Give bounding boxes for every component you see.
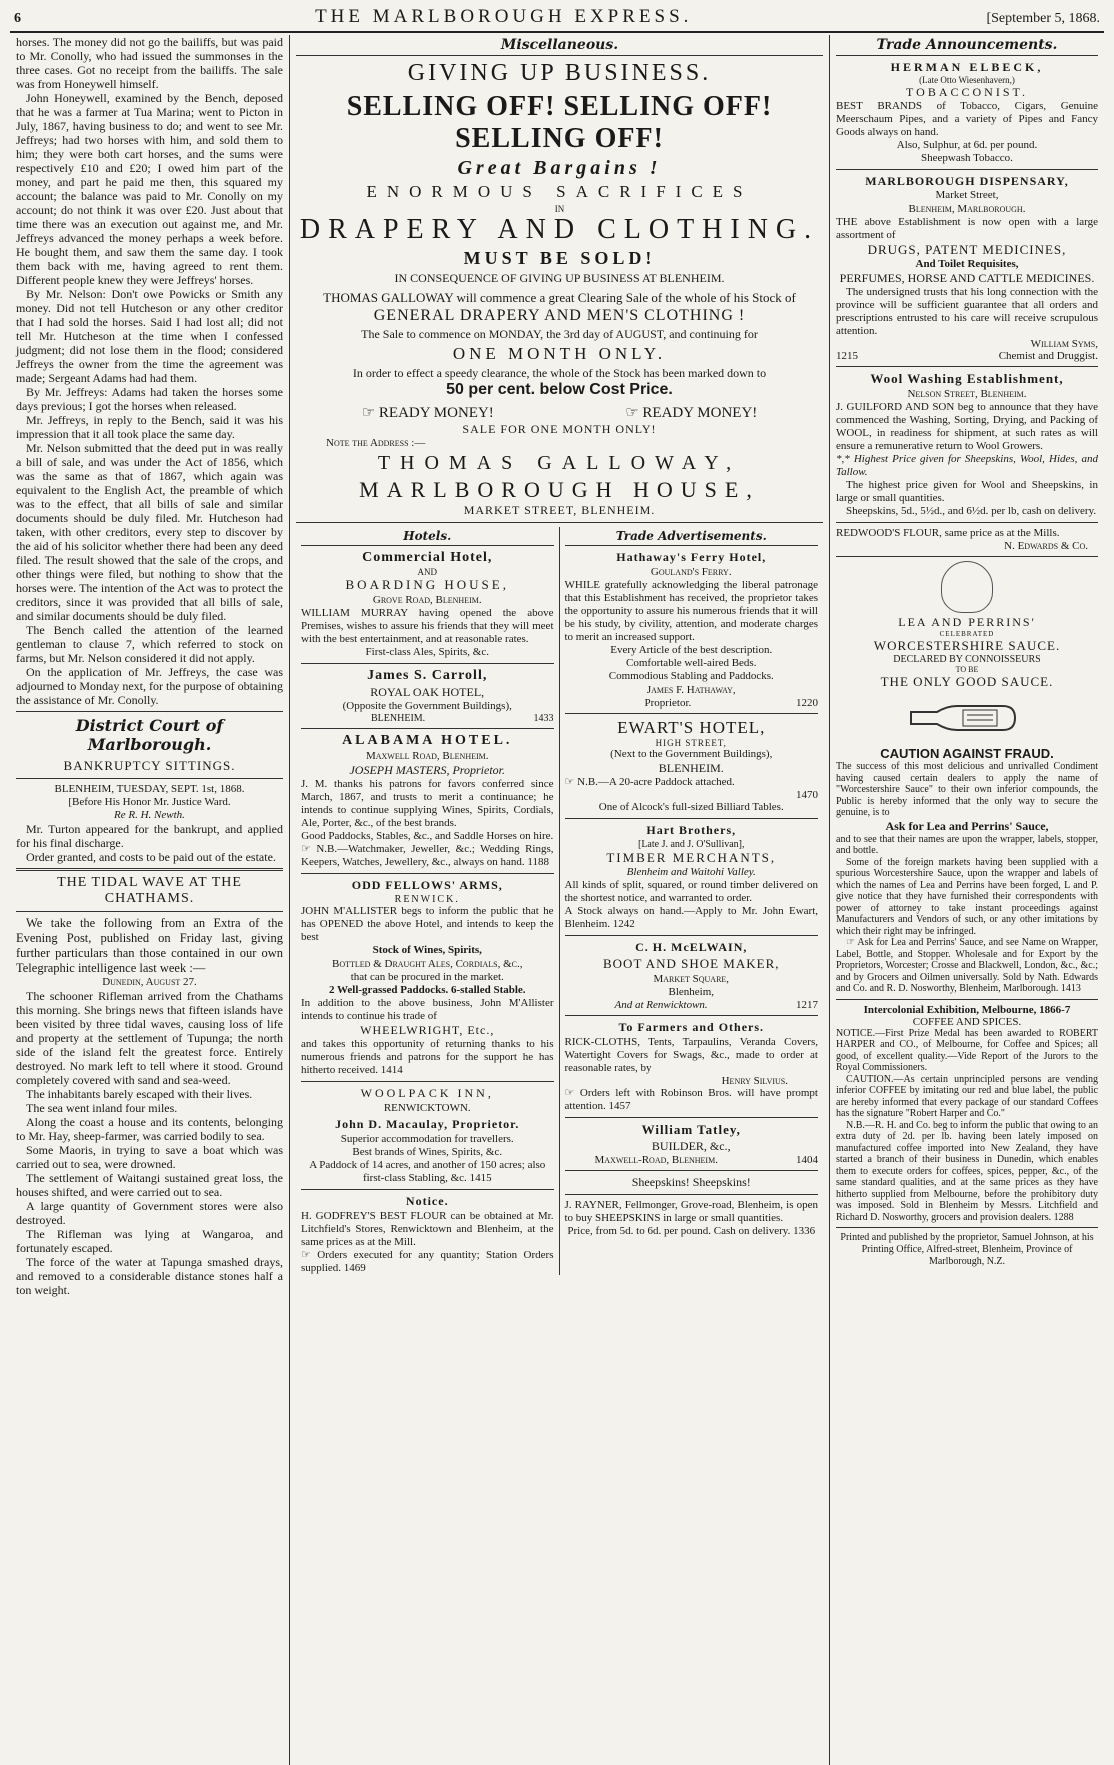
drugs-line: DRUGS, PATENT MEDICINES, [867, 242, 1067, 257]
maxwell-road-label: Maxwell-Road, Blenheim. [594, 1154, 718, 1166]
boarding-house: BOARDING HOUSE, [345, 577, 509, 592]
divider [301, 873, 554, 874]
highest-price-note: *,* Highest Price given for Sheepskins, Wool, Hides, and Tallow. [836, 453, 1098, 478]
consequence-line: IN CONSEQUENCE OF GIVING UP BUSINESS AT BLENHEIM. [394, 271, 725, 285]
intercolonial-heading: Intercolonial Exhibition, Melbourne, 1866-7 [863, 1003, 1071, 1016]
opposite-gov: (Opposite the Government Buildings), [342, 700, 512, 712]
divider [16, 868, 283, 871]
two-paddocks: 2 Well-grassed Paddocks. 6-stalled Stable. [328, 984, 526, 996]
nb-text: N.B.—A 20-acre Paddock attached. [577, 776, 735, 788]
hathaway-name: James F. Hathaway, [646, 684, 736, 696]
blenheim-label: BLENHEIM. [371, 713, 426, 724]
article-paragraph: Order granted, and costs to be paid out of the estate. [26, 850, 276, 864]
masthead [10, 6, 1104, 33]
toilet-requisites: And Toilet Requisites, [915, 258, 1019, 270]
nelson-street: Nelson Street, Blenheim. [907, 388, 1027, 400]
article-paragraph: horses. The money did not go the bailiffs, but was paid to Mr. Conolly, who had issued the summonses in the three cases. Got no receipt from the bailiffs. The sale was from Honeywell himself. [16, 35, 283, 91]
bankruptcy-heading: BANKRUPTCY SITTINGS. [63, 758, 236, 773]
wool-washing-heading: Wool Washing Establishment, [870, 371, 1064, 386]
market-square: Market Square, [653, 973, 730, 985]
medal-notice: NOTICE.—First Prize Medal has been awarded to ROBERT HARPER and CO., of Melbourne, for Coffee and Spices; all good, of excellent quality.—Vide Report of the Jurors to the Royal Commissioners. [836, 1027, 1098, 1073]
trade-ads-heading: Trade Advertisements. [565, 527, 819, 546]
stock-apply [565, 905, 819, 931]
thanks-text: and takes this opportunity of returning thanks to his numerous friends and patrons for the support he has hitherto received. [301, 1038, 554, 1076]
rick-cloths-text: RICK-CLOTHS, Tents, Tarpaulins, Veranda Covers, Watertight Covers for Swags, &c., made to order at reasonable rates, by [564, 1036, 818, 1074]
ad-number: 1220 [796, 697, 818, 709]
celebrated: CELEBRATED [939, 630, 995, 638]
wheelwright: WHEELWRIGHT, Etc., [360, 1023, 495, 1037]
superior: Superior accommodation for travellers. [340, 1133, 514, 1145]
carroll-name: James S. Carroll, [367, 668, 488, 683]
undersigned-text: The undersigned trusts that his long connection with the province will be sufficient guarantee that all orders and prescriptions entrusted to his care will receive scrupulous attention. [836, 286, 1098, 337]
divider [565, 818, 819, 819]
high-street: HIGH STREET, [655, 738, 727, 748]
great-bargains: Great Bargains ! [457, 157, 662, 179]
article-intro: We take the following from an Extra of the Evening Post, published on Friday last, giving further particulars than those contained in our own Telegraphic intelligence last week :— [16, 916, 283, 975]
proprietor-label: Proprietor. [644, 697, 692, 709]
masters-name: JOSEPH MASTERS, Proprietor. [349, 763, 506, 777]
to-be: TO BE [955, 665, 979, 674]
guilford-text: J. GUILFORD AND SON beg to announce that they have commenced the Washing, Sorting, Drying, and Packing of WOOL, in readiness for shipment, at such rates as will ensure a remunerative return to Wool Growers. [836, 401, 1098, 452]
ask-text: Ask for Lea and Perrins' Sauce, and see Name on Wrapper, Label, Bottle, and Stopper. Wholesale and for Export by the Proprietors, Worcester; Crosse and Blackwell, London, &c., &c.; and by Grocers and Oilmen universally. Sold by Nath. Edwards and Co. and R. D. Nosworthy, Blenheim, Marlborough. [836, 937, 1098, 994]
edwards-name: N. Edwards & Co. [1004, 540, 1088, 552]
ad-number: 1414 [380, 1064, 403, 1076]
trade-ads-column [560, 527, 824, 1275]
paddock-text: A Paddock of 14 acres, and another of 150 acres; also first-class Stabling, &c. [309, 1159, 546, 1184]
article-paragraph: Mr. Nelson submitted that the deed put in was really a bill of sale, and was under the Act of 1856, which was the same as that of 1867, which again was equivalent to the English Act, the preamble of which was to the effect, that all bills of sale and similar documents should be duly filed. Mr. Hutcheson had taken, with other creditors, every step to discover by the aid of his solicitor whether there had been any deed filed. The result showed that the sale of the crops, and other things were filed, but nothing to show that the horses were. The intention of the Act was to protect the creditors, since it was provided that all bills of sale, and similar documents should be duly filed. [16, 441, 283, 623]
mcelwain-name: C. H. McELWAIN, [635, 940, 748, 954]
builder: BUILDER, &c., [651, 1139, 731, 1153]
ad-number: 1457 [608, 1100, 631, 1112]
ad-number: 1188 [527, 856, 549, 868]
orders-executed [301, 1249, 554, 1275]
first-class: First-class Ales, Spirits, &c. [365, 646, 489, 658]
establishment-text: THE above Establishment is now open with a large assortment of [836, 216, 1098, 241]
case-name: Re R. H. Newth. [114, 809, 185, 821]
lea-perrins: LEA AND PERRINS' [898, 615, 1036, 629]
tatley-footer [565, 1154, 819, 1166]
article-paragraph: The inhabitants barely escaped with their lives. [26, 1087, 253, 1101]
drapery-clothing: DRAPERY AND CLOTHING. [299, 214, 820, 245]
sauce-bottle-icon [907, 694, 1027, 742]
timber-merchants: TIMBER MERCHANTS, [606, 850, 777, 865]
gouland-ferry: Gouland's Ferry. [650, 566, 732, 578]
tobacconist: TOBACCONIST. [906, 85, 1028, 99]
wheelwright-intro: In addition to the above business, John M'Allister intends to continue his trade of [301, 997, 554, 1022]
article-paragraph: The force of the water at Tapunga smashed drays, and removed to a considerable distance stones half a ton weight. [16, 1255, 283, 1297]
rayner-text: J. RAYNER, Fellmonger, Grove-road, Blenheim, is open to buy SHEEPSKINS in large or small quantities. [564, 1199, 818, 1224]
renwicktown: RENWICKTOWN. [383, 1102, 471, 1114]
ad-number: 1336 [793, 1225, 816, 1237]
divider [301, 1081, 554, 1082]
hathaway-hotel: Hathaway's Ferry Hotel, [616, 550, 767, 564]
declared: DECLARED BY CONNOISSEURS [893, 654, 1041, 665]
sale-one-month: SALE FOR ONE MONTH ONLY! [462, 422, 657, 436]
sauce-bottle-icon [907, 694, 1027, 742]
redwood-flour: REDWOOD'S FLOUR, same price as at the Mills. [836, 527, 1060, 539]
only-good-sauce: THE ONLY GOOD SAUCE. [880, 674, 1054, 689]
pointing-hand-icon: ☞ [564, 1087, 580, 1099]
sulphur: Also, Sulphur, at 6d. per pound. [896, 139, 1038, 151]
divider [16, 778, 283, 779]
nb-paddock [565, 776, 819, 789]
article-paragraph: The sea went inland four miles. [26, 1101, 178, 1115]
pointing-hand-icon: ☞ [846, 937, 858, 948]
carroll-footer [301, 713, 554, 724]
elbeck-name: HERMAN ELBECK, [890, 60, 1044, 74]
column-trade [830, 35, 1104, 1765]
sheepwash-tobacco: Sheepwash Tobacco. [921, 152, 1013, 164]
pointing-hand-icon: ☞ [301, 1249, 318, 1261]
sitting-date: BLENHEIM, TUESDAY, SEPT. 1st, 1868. [54, 783, 245, 795]
next-to-gov: (Next to the Government Buildings), [610, 748, 773, 760]
marlborough-house: MARLBOROUGH HOUSE, [359, 477, 760, 502]
nb-text: N.B.—Watchmaker, Jeweller, &c.; Wedding Rings, Keepers, Watches, Jewellery, &c., always on hand. [301, 843, 554, 868]
article-paragraph: The Rifleman was lying at Wangaroa, and fortunately escaped. [16, 1227, 283, 1255]
syms-footer [836, 350, 1098, 362]
every-article: Every Article of the best description. [610, 644, 773, 656]
comfortable-beds: Comfortable well-aired Beds. [626, 657, 757, 669]
oddfellows-arms: ODD FELLOWS' ARMS, [351, 878, 503, 892]
hotels-heading: Hotels. [301, 527, 554, 546]
tidal-wave-heading: THE TIDAL WAVE AT THE CHATHAMS. [57, 875, 242, 906]
article-paragraph: A large quantity of Government stores were also destroyed. [16, 1199, 283, 1227]
commercial-hotel: Commercial Hotel, [362, 550, 493, 565]
pointing-hand-icon: ☞ [564, 776, 578, 788]
alabama-hotel: ALABAMA HOTEL. [342, 733, 513, 748]
waitohi-valley: Blenheim and Waitohi Valley. [626, 866, 756, 878]
issue-date: [September 5, 1868. [986, 11, 1100, 26]
page-number: 6 [14, 11, 21, 26]
paddock-acres [301, 1159, 554, 1185]
miscellaneous-heading: Miscellaneous. [296, 35, 823, 56]
highest-price-text: The highest price given for Wool and Sheepskins, in large or small quantities. [836, 479, 1098, 504]
mallister-text: JOHN M'ALLISTER begs to inform the public that he has OPENED the above Hotel, and intends to keep the best [301, 905, 554, 943]
pointing-hand-icon: ☞ [361, 405, 376, 421]
divider [836, 169, 1098, 170]
divider [16, 711, 283, 712]
wheelwright-thanks [301, 1038, 554, 1077]
caution-coffee: CAUTION.—As certain unprincipled persons are vending inferior COFFEE by imitating our red and blue label, the public are hereby informed that every package of our standard Coffees has the signature "Robert Harper and Co." [836, 1073, 1098, 1119]
tatley-name: William Tatley, [641, 1122, 741, 1137]
price-text: Price, from 5d. to 6d. per pound. Cash on delivery. [567, 1225, 791, 1237]
general-drapery: GENERAL DRAPERY AND MEN'S CLOTHING ! [373, 307, 746, 324]
hotels-column [296, 527, 560, 1275]
perfumes-line: PERFUMES, HORSE AND CATTLE MEDICINES. [839, 271, 1095, 285]
paddocks-line: Good Paddocks, Stables, &c., and Saddle Horses on hire. [301, 830, 554, 842]
trade-announcements-heading: Trade Announcements. [836, 35, 1098, 56]
divider [565, 1194, 819, 1195]
divider [565, 713, 819, 714]
article-paragraph: By Mr. Jeffreys: Adams had taken the horses some days previous; I got the horses when released. [16, 385, 283, 413]
renwicktown-footer [565, 999, 819, 1011]
ad-number: 1433 [533, 713, 554, 724]
dateline: Dunedin, August 27. [102, 976, 197, 988]
market-street: MARKET STREET, BLENHEIM. [463, 503, 656, 517]
divider [836, 999, 1098, 1000]
royal-oak: ROYAL OAK HOTEL, [370, 685, 485, 699]
hathaway-footer [565, 697, 819, 709]
divider [565, 1170, 819, 1171]
nb-watchmaker [301, 843, 554, 869]
commodious-stabling: Commodious Stabling and Paddocks. [608, 670, 774, 682]
dispensary-street: Market Street, [935, 189, 999, 201]
article-paragraph: John Honeywell, examined by the Bench, deposed that he was a farmer at Tua Marina; went to Picton in July, 1867, having business to do; and went to see Mr. Jeffreys; had two horses with him, and sold them to him; they were both cart horses, and the sums were respectively £10 and £20; I owed him part of the money, and part he paid me then, this squared my account; the balance was paid to Mr. Conolly on my account; do not think it was over £20. Just about that time there was an execution out against me, and Mr. Jeffreys advanced the money perhaps a week before. He bought them, and saw them the same day. I took them back with me, having agreed to rent them. Different people knew they were Jeffreys' horses. [16, 91, 283, 287]
ask-lea-notice [836, 937, 1098, 995]
timber-text: All kinds of split, squared, or round timber delivered on the shortest notice, and warranted to order. [564, 879, 818, 904]
divider [836, 522, 1098, 523]
in-word: IN [554, 204, 565, 214]
article-paragraph: Some Maoris, in trying to save a boat which was carried out to sea, were drowned. [16, 1143, 283, 1171]
giving-up-headline: GIVING UP BUSINESS. [407, 60, 712, 86]
foreign-markets: Some of the foreign markets having been supplied with a spurious Worcestershire Sauce, upon the wrapper and labels of which the names of Lea and Perrins have been forged, L and P. give notice that they have furnished their correspondents with power of attorney to take instant proceedings against Manufacturers and Vendors of such, or any other imitations by which their right may be infringed. [836, 856, 1098, 937]
sheepskins-heading: Sheepskins! Sheepskins! [631, 1175, 751, 1189]
divider [296, 522, 823, 523]
divider [301, 728, 554, 729]
coffee-spices: COFFEE AND SPICES. [912, 1015, 1022, 1028]
late-osullivan: [Late J. and J. O'Sullivan], [637, 839, 745, 850]
notice-heading: Notice. [405, 1194, 449, 1208]
nb-text: N.B.—R. H. and Co. beg to inform the public that owing to an extra duty of 2d. per lb. having been lately imposed on manufactured coffee imported into New Zealand, they have started a branch of their business in Dunedin, which enables them to execute orders for coffees, spices, pepper, &c., of the same standard qualities, and at the same prices as they have hitherto supplied from Melbourne, before the prohibitory duty was imposed. Sold in Blenheim by Messrs. Litchfield and Richard D. Nosworthy, grocers and provision dealers. [836, 1119, 1098, 1223]
ad-number: 1404 [796, 1154, 818, 1166]
ewart-hotel: EWART'S HOTEL, [617, 718, 766, 737]
article-paragraph: Mr. Jeffreys, in reply to the Bench, said it was his impression that it all took place the same day. [16, 413, 283, 441]
renwick: RENWICK. [394, 894, 460, 905]
clearance-line: In order to effect a speedy clearance, the whole of the Stock has been marked down to [352, 366, 767, 380]
ad-number: 1413 [1060, 983, 1081, 994]
fifty-percent: 50 per cent. below Cost Price. [446, 381, 673, 398]
boot-shoe-maker: BOOT AND SHOE MAKER, [603, 956, 780, 971]
one-month-only: ONE MONTH ONLY. [452, 344, 667, 363]
divider [565, 1015, 819, 1016]
robinson-orders [565, 1087, 819, 1113]
selling-off-headline: SELLING OFF! SELLING OFF! SELLING OFF! [346, 91, 773, 154]
hathaway-text: WHILE gratefully acknowledging the liberal patronage that this Establishment has received, the proprietor takes the opportunity to assure his numerous friends that it will be his study, by civility, attention, and moderate charges to merit an increased support. [564, 579, 818, 643]
ads-subcolumns [296, 527, 823, 1275]
ad-number: 1217 [796, 999, 818, 1011]
godfrey-text: H. GODFREY'S BEST FLOUR can be obtained at Mr. Litchfield's Stores, Renwicktown and Blenheim, at the same prices as at the Mill. [301, 1210, 554, 1248]
ready-money-text: READY MONEY! [378, 405, 494, 421]
divider [565, 935, 819, 936]
article-paragraph: The settlement of Waitangi sustained great loss, the houses shifted, and were carried out to sea. [16, 1171, 283, 1199]
article-paragraph: By Mr. Nelson: Don't owe Powicks or Smith any money. Did not tell Hutcheson or any other creditor that I had sold the horses. Said I had lost all; did not tell Mr. Hutcheson at the time when I confessed judgment; did not lose them in the flood; considered Jeffreys the owner from the time the agreement was made; Sergeant Adams had had them. [16, 287, 283, 385]
orders-text: Orders executed for any quantity; Station Orders supplied. [301, 1249, 554, 1274]
caution-text: The success of this most delicious and unrivalled Condiment having caused certain dealers to apply the name of "Worcestershire Sauce" to their own inferior compounds, the Public is hereby informed that the only way to secure the genuine, is to [836, 761, 1098, 818]
must-be-sold: MUST BE SOLD! [463, 248, 656, 268]
before-justice: [Before His Honor Mr. Justice Ward. [68, 796, 231, 808]
ready-money-text: READY MONEY! [642, 405, 758, 421]
caution-fraud: CAUTION AGAINST FRAUD. [880, 746, 1054, 761]
see-names: and to see that their names are upon the wrapper, labels, stopper, and bottle. [836, 833, 1098, 856]
ad-number: 1415 [469, 1172, 492, 1184]
ready-money-left [362, 403, 494, 422]
billiard-tables: One of Alcock's full-sized Billiard Tables. [598, 801, 784, 813]
ad-number: 1469 [343, 1262, 366, 1274]
ad-number: 1470 [796, 789, 818, 801]
nb-harper [836, 1120, 1098, 1224]
article-paragraph: On the application of Mr. Jeffreys, the case was adjourned to Monday next, for the purpose of obtaining the assistance of Mr. Conolly. [16, 665, 283, 707]
blenheim-marlborough: Blenheim, Marlborough. [908, 203, 1026, 215]
article-paragraph: Along the coast a house and its contents, belonging to Mr. Hay, sheep-farmer, was carried bodily to sea. [16, 1115, 283, 1143]
bottled-ales: Bottled & Draught Ales, Cordials, &c., [332, 958, 523, 970]
divider [836, 366, 1098, 367]
best-brands-text: BEST BRANDS of Tobacco, Cigars, Genuine Meerschaum Pipes, and a variety of Pipes and Fancy Goods always on hand. [836, 100, 1098, 138]
divider [836, 1227, 1098, 1228]
stock-wines: Stock of Wines, Spirits, [372, 944, 482, 956]
thomas-galloway: THOMAS GALLOWAY, [377, 452, 742, 474]
and-word: AND [417, 567, 437, 577]
procured: that can be procured in the market. [350, 971, 504, 983]
newspaper-title: THE MARLBOROUGH EXPRESS. [315, 6, 693, 27]
late-otto: (Late Otto Wiesenhavern,) [919, 75, 1015, 85]
pointing-hand-icon: ☞ [625, 405, 639, 421]
farmers-heading: To Farmers and Others. [618, 1020, 765, 1034]
hart-brothers: Hart Brothers, [646, 823, 737, 837]
dispensary-name: MARLBOROUGH DISPENSARY, [865, 174, 1069, 188]
sale-commence: The Sale to commence on MONDAY, the 3rd day of AUGUST, and continuing for [361, 327, 758, 341]
macaulay-name: John D. Macaulay, Proprietor. [335, 1117, 520, 1131]
note-address: Note the Address :— [326, 437, 426, 449]
column-ads [290, 35, 830, 1765]
ready-money-right [625, 403, 757, 422]
worcestershire-sauce: WORCESTERSHIRE SAUCE. [873, 638, 1061, 653]
article-paragraph: Mr. Turton appeared for the bankrupt, and applied for his final discharge. [16, 822, 283, 850]
divider [16, 911, 283, 912]
ask-for-lea: Ask for Lea and Perrins' Sauce, [885, 818, 1049, 833]
royal-crest-icon [941, 561, 993, 613]
pointing-hand-icon: ☞ [301, 843, 317, 855]
ad-number: 1288 [1053, 1211, 1074, 1223]
article-paragraph: The schooner Rifleman arrived from the Chathams this morning. She brings news that fifteen islands have been visited by three tidal waves, causing loss of life and property at the settlement of Tupunga; the north side of the island felt the greatest force. Entirely destroyed. No mark left to tell where it stood. Ground completely covered with sand and sea-weed. [16, 989, 283, 1087]
masters-text: J. M. thanks his patrons for favors conferred since March, 1867, and trusts to merit a continuance; he intends to continue supplying Wines, Spirits, Cordials, Ale, Porter, &c., of the best brands. [301, 778, 554, 829]
best-brands: Best brands of Wines, Spirits, &c. [352, 1146, 503, 1158]
divider [836, 556, 1098, 557]
sheepskins-prices: Sheepskins, 5d., 5½d., and 6½d. per lb, cash on delivery. [846, 505, 1097, 517]
stock-text: A Stock always on hand.—Apply to Mr. John Ewart, Blenheim. [564, 905, 818, 930]
woolpack-inn: WOOLPACK INN, [360, 1086, 494, 1100]
orders-text: Orders left with Robinson Bros. will have prompt attention. [564, 1087, 818, 1112]
ready-money-row [296, 403, 823, 422]
mcelwain-blenheim: Blenheim, [668, 986, 715, 998]
syms-name: William Syms, [1030, 338, 1098, 350]
grove-road: Grove Road, Blenheim. [372, 594, 482, 606]
renwicktown-label: And at Renwicktown. [614, 999, 708, 1011]
ewart-blenheim: BLENHEIM. [658, 761, 724, 775]
chemist-label: Chemist and Druggist. [998, 350, 1098, 362]
ad-number: 1242 [612, 918, 635, 930]
divider [565, 1117, 819, 1118]
column-news [10, 35, 290, 1765]
printer-imprint: Printed and published by the proprietor, Samuel Johnson, at his Printing Office, Alfred-street, Blenheim, Province of Marlborough, N.Z. [840, 1232, 1094, 1267]
silvius-name: Henry Silvius. [721, 1075, 788, 1087]
divider [301, 663, 554, 664]
enormous-sacrifices: ENORMOUS SACRIFICES [366, 182, 753, 201]
divider [301, 1189, 554, 1190]
court-heading: District Court of Marlborough. [75, 716, 224, 754]
price-line [565, 1225, 819, 1238]
murray-text: WILLIAM MURRAY having opened the above Premises, wishes to assure his friends that they will meet with the best entertainment, and at reasonable rates. [301, 607, 554, 645]
maxwell-road: Maxwell Road, Blenheim. [365, 750, 489, 762]
galloway-announcement: THOMAS GALLOWAY will commence a great Clearing Sale of the whole of his Stock of [323, 290, 796, 305]
ad-number: 1215 [836, 350, 858, 362]
article-paragraph: The Bench called the attention of the learned gentleman to clause 7, which referred to stock on farms, but Mr. Nelson considered it did not apply. [16, 623, 283, 665]
